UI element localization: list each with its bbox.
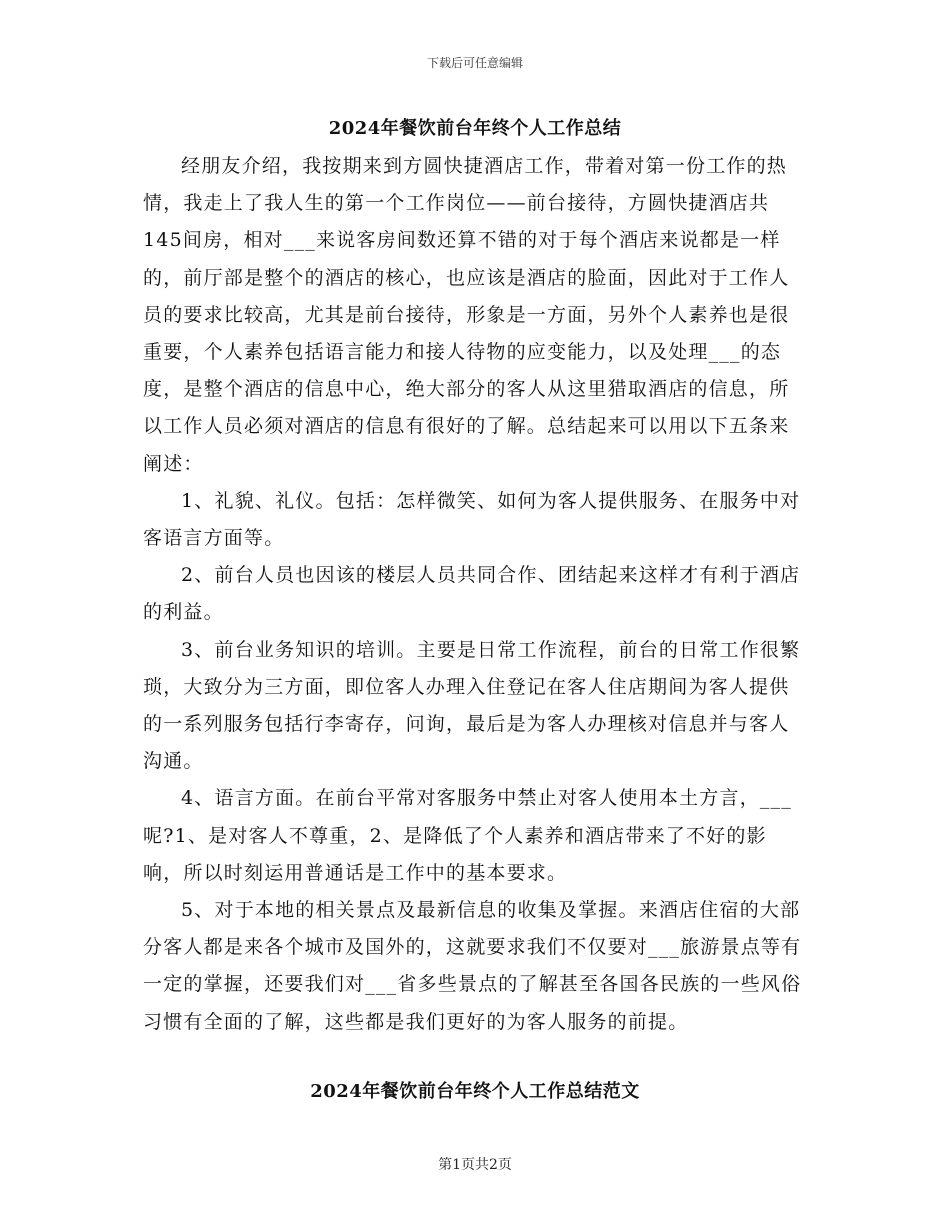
page-header: 下载后可任意编辑	[426, 56, 523, 70]
paragraph-item-3: 3、前台业务知识的培训。主要是日常工作流程，前台的日常工作很繁琐，大致分为三方面，即位客人办理入住登记在客人住店期间为客人提供的一系列服务包括行李寄存，问询，最后是为客人办理核对信息并与客人沟通。	[143, 638, 801, 773]
paragraph-item-4: 4、语言方面。在前台平常对客服务中禁止对客人使用本土方言，___呢?1、是对客人不尊重，2、是降低了个人素养和酒店带来了不好的影响，所以时刻运用普通话是工作中的基本要求。	[143, 787, 792, 884]
paragraph-intro: 经朋友介绍，我按期来到方圆快捷酒店工作，带着对第一份工作的热情，我走上了我人生的第一个工作岗位——前台接待，方圆快捷酒店共145间房，相对___来说客房间数还算不错的对于每个酒店来说都是一样的，前厅部是整个的酒店的核心，也应该是酒店的脸面，因此对于工作人员的要求比较高，尤其是前台接待，形象是一方面，另外个人素养也是很重要，个人素养包括语言能力和接人待物的应变能力，以及处理___的态度，是整个酒店的信息中心，绝大部分的客人从这里猎取酒店的信息，所以工作人员必须对酒店的信息有很好的了解。总结起来可以用以下五条来阐述：	[143, 155, 790, 475]
paragraph-item-2: 2、前台人员也因该的楼层人员共同合作、团结起来这样才有利于酒店的利益。	[143, 564, 801, 624]
document-body	[143, 148, 807, 1041]
document-title: 2024年餐饮前台年终个人工作总结	[328, 118, 622, 139]
page-footer: 第1页共2页	[438, 1157, 512, 1173]
paragraph-item-1: 1、礼貌、礼仪。包括：怎样微笑、如何为客人提供服务、在服务中对客语言方面等。	[143, 489, 801, 550]
paragraph-item-5: 5、对于本地的相关景点及最新信息的收集及掌握。来酒店住宿的大部分客人都是来各个城市及国外的，这就要求我们不仅要对___旅游景点等有一定的掌握，还要我们对___省多些景点的了解甚至各国各民族的一些风俗习惯有全面的了解，这些都是我们更好的为客人服务的前提。	[143, 899, 802, 1033]
second-title: 2024年餐饮前台年终个人工作总结范文	[310, 1081, 640, 1102]
